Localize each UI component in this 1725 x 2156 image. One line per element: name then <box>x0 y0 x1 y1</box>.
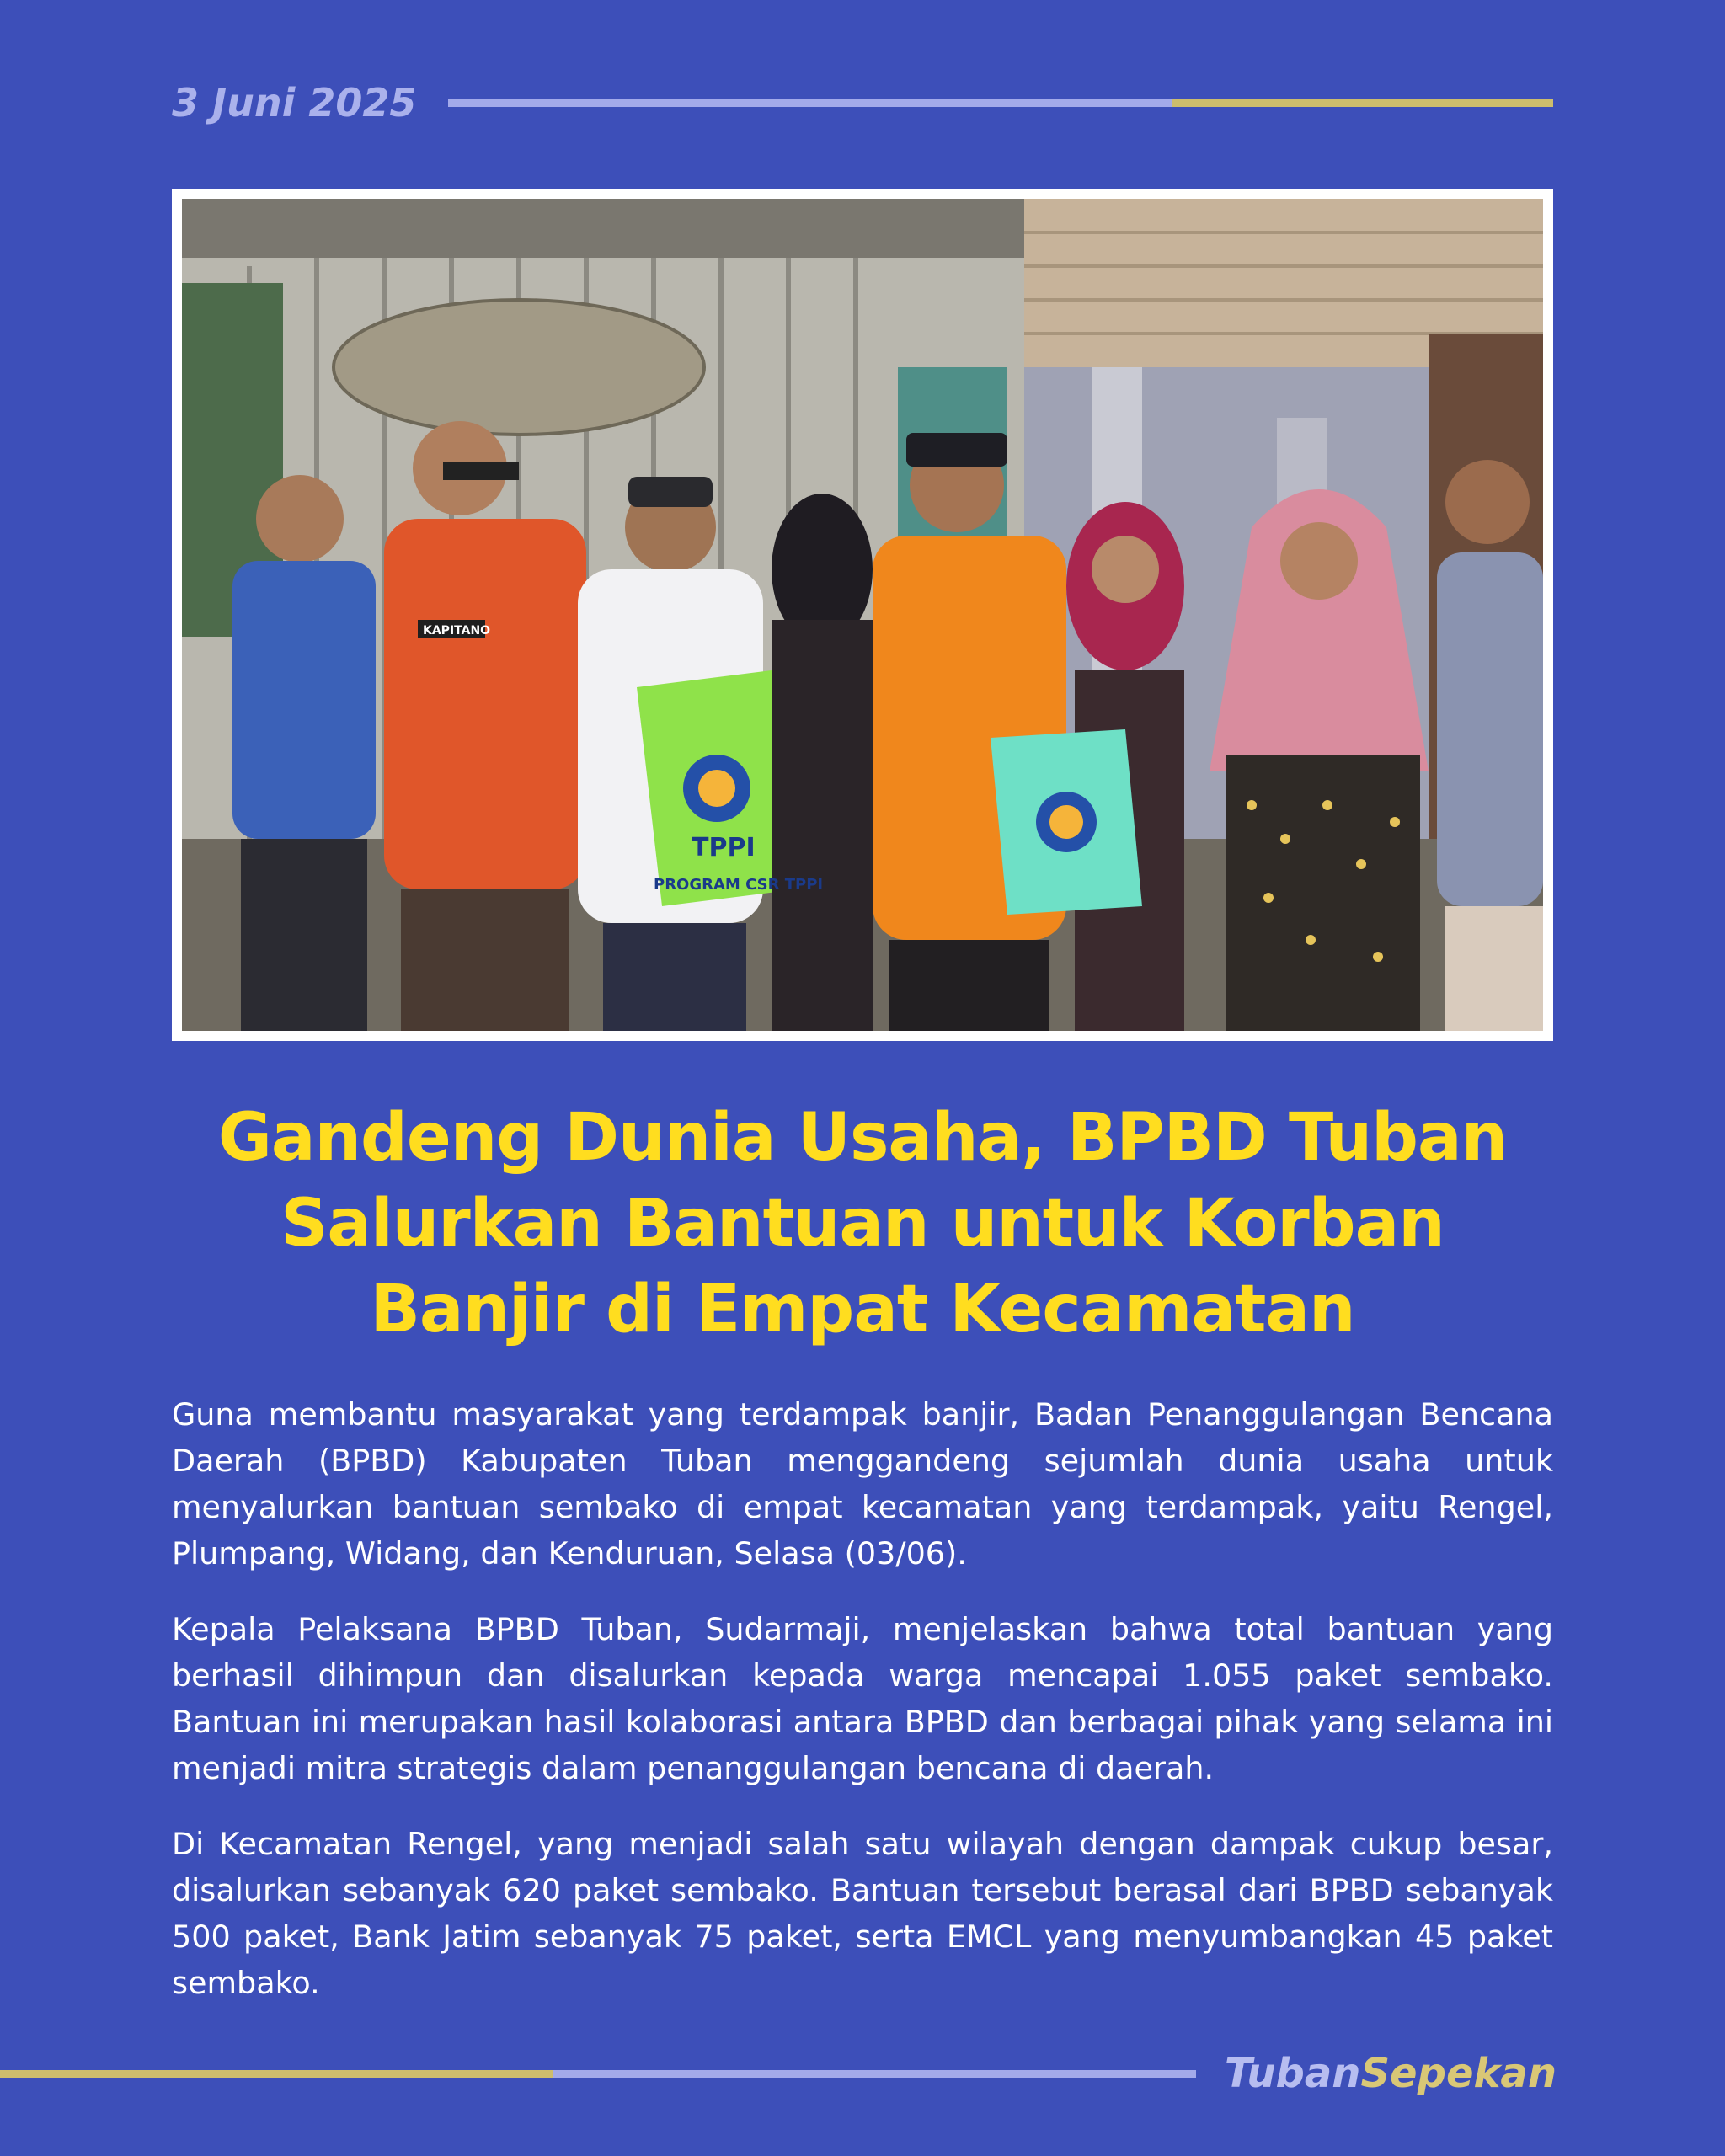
brand-part-sepekan: Sepekan <box>1360 2050 1557 2097</box>
date-header <box>172 77 1553 128</box>
brand-logo <box>1220 2047 1557 2100</box>
article-body <box>172 1391 1553 2036</box>
header-divider-gold <box>1172 99 1553 107</box>
footer-divider-blue <box>553 2070 1196 2078</box>
article-title <box>138 1095 1587 1353</box>
brand-part-tuban: Tuban <box>1224 2050 1361 2097</box>
title-line-3: Banjir di Empat Kecamatan <box>370 1272 1355 1348</box>
footer-divider-gold <box>0 2070 553 2078</box>
header-divider-blue <box>448 99 923 107</box>
paragraph-1: Guna membantu masyarakat yang terdampak banjir, Badan Penanggulangan Bencana Daerah (BPBD) Kabupaten Tuban menggandeng sejumlah dunia usaha untuk menyalurkan bantuan sembako di empat kecamatan yang terdampak, yaitu Rengel, Plumpang, Widang, dan Kenduruan, Selasa (03/06). <box>172 1396 1553 1572</box>
title-line-2: Salurkan Bantuan untuk Korban <box>280 1186 1445 1262</box>
photo-frame <box>172 189 1553 1041</box>
paragraph-3: Di Kecamatan Rengel, yang menjadi salah satu wilayah dengan dampak cukup besar, disalurkan sebanyak 620 paket sembako. Bantuan tersebut berasal dari BPBD sebanyak 500 paket, Bank Jatim sebanyak 75 paket, serta EMCL yang menyumbangkan 45 paket sembako. <box>172 1826 1553 2001</box>
header-divider-blue-2 <box>923 99 1172 107</box>
bag-label-2: PROGRAM CSR TPPI <box>654 876 824 894</box>
publish-date: 3 Juni 2025 <box>172 80 417 125</box>
title-line-1: Gandeng Dunia Usaha, BPBD Tuban <box>217 1100 1508 1176</box>
photo-illustration <box>182 199 1543 1031</box>
news-photo <box>182 199 1543 1031</box>
name-badge: KAPITANO <box>423 624 491 638</box>
paragraph-2: Kepala Pelaksana BPBD Tuban, Sudarmaji, menjelaskan bahwa total bantuan yang berhasil dihimpun dan disalurkan kepada warga mencapai 1.055 paket sembako. Bantuan ini merupakan hasil kolaborasi antara BPBD dan berbagai pihak yang selama ini menjadi mitra strategis dalam penanggulangan bencana di daerah. <box>172 1611 1553 1786</box>
bag-label-1: TPPI <box>692 833 756 862</box>
